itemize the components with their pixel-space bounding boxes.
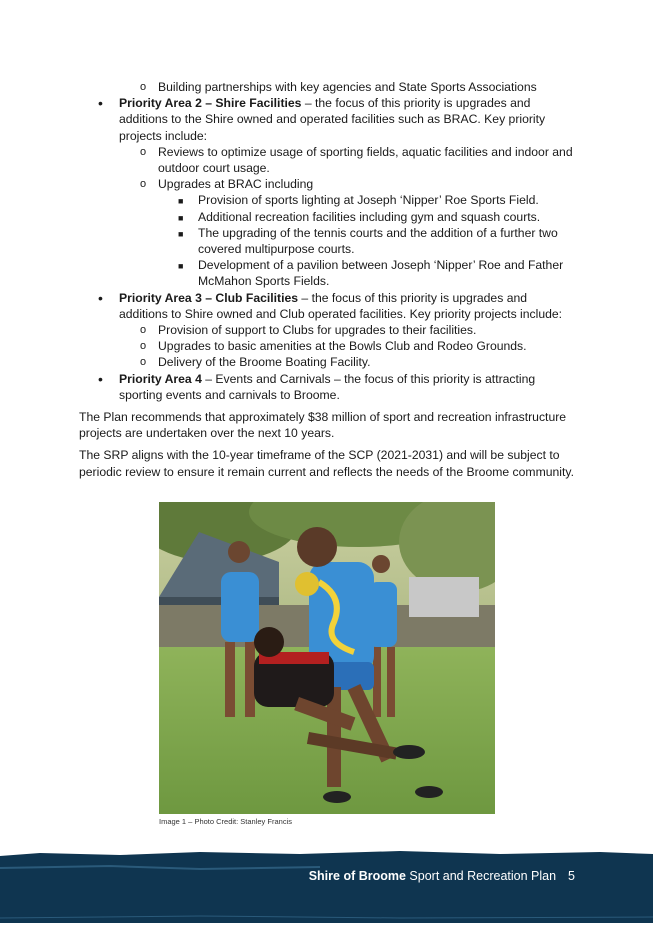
circle-bullet-icon: o [140,356,147,369]
circle-bullet-icon: o [140,178,147,191]
square-bullet-icon: ■ [178,212,184,223]
list-item: ■ The upgrading of the tennis courts and the addition of a further two covered multipurpose courts. [178,225,558,257]
list-item: ■ Development of a pavilion between Joseph ‘Nipper’ Roe and Father McMahon Sports Fields. [178,258,564,289]
page-number: 5 [568,869,575,883]
circle-bullet-icon: o [140,81,147,93]
square-bullet-icon: ■ [178,261,184,272]
body-text [79,79,579,480]
circle-bullet-icon: o [140,340,147,353]
bullet-icon: • [98,95,103,112]
list-item: o Provision of support to Clubs for upgrades to their facilities. [140,323,477,338]
image-caption: Image 1 – Photo Credit: Stanley Francis [159,817,292,826]
list-item: ■ Additional recreation facilities including gym and squash courts. [79,209,579,225]
footer-title [309,869,575,883]
list-item: o Building partnerships with key agencies and State Sports Associations [140,80,537,94]
list-item: o Upgrades to basic amenities at the Bowls Club and Rodeo Grounds. [140,339,527,354]
circle-bullet-icon: o [140,145,147,158]
document-title: Sport and Recreation Plan [405,869,557,883]
circle-bullet-icon: o [140,324,147,337]
list-item: o Delivery of the Broome Boating Facility. [140,355,371,370]
bullet-icon: • [98,289,103,306]
list-item: • Priority Area 3 – Club Facilities – the focus of this priority is upgrades and additions to Shire owned and Club operated facilities. Key priority projects include: [98,289,563,321]
list-item: ■ Provision of sports lighting at Joseph ‘Nipper’ Roe Sports Field. [79,192,579,208]
paragraph-alignment: The SRP aligns with the 10-year timeframe of the SCP (2021-2031) and will be subject to periodic review to ensure it remain current and reflects the needs of the Broome community. [79,448,574,479]
square-bullet-icon: ■ [178,196,184,207]
footer-band [0,848,653,923]
list-item: o Upgrades at BRAC including [140,177,314,192]
football-photo [159,502,495,814]
square-bullet-icon: ■ [178,228,184,239]
bullet-icon: • [98,370,103,387]
list-item: • Priority Area 2 – Shire Facilities – the focus of this priority is upgrades and additions to the Shire owned and operated facilities such as BRAC. Key priority projects include: [98,95,546,143]
list-item: • Priority Area 4 – Events and Carnivals – the focus of this priority is attracting sporting events and carnivals to Broome. [98,370,536,402]
paragraph-funding: The Plan recommends that approximately $38 million of sport and recreation infrastructure projects are undertaken over the next 10 years. [79,410,567,441]
org-name: Shire of Broome [308,869,406,883]
priority-list [79,79,579,403]
list-item: o Reviews to optimize usage of sporting fields, aquatic facilities and indoor and outdoor court usage. [140,144,573,176]
